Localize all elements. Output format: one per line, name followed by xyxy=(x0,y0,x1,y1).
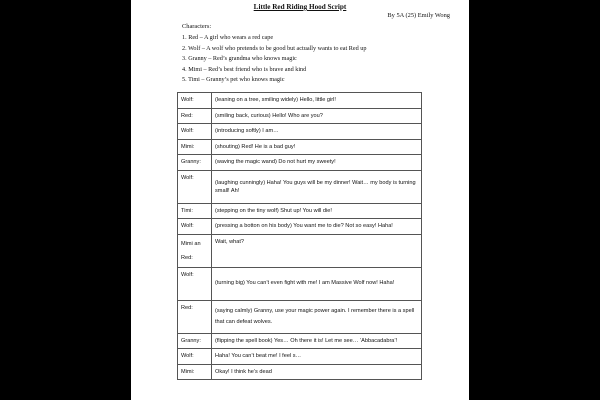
character-item: 5. Timi – Granny’s pet who knows magic xyxy=(182,76,285,83)
character-item: 3. Granny – Red’s grandma who knows magic xyxy=(182,55,297,62)
characters-list xyxy=(182,33,366,86)
speaker-cell: Wolf: xyxy=(178,349,212,365)
speaker-cell: Wolf: xyxy=(178,267,212,300)
speaker-cell: Wolf: xyxy=(178,219,212,235)
speaker-cell: Timi: xyxy=(178,203,212,219)
line-cell: Okay! I think he’s dead xyxy=(212,364,422,380)
line-cell: (introducing softly) I am… xyxy=(212,124,422,140)
character-item: 4. Mimi – Red’s best friend who is brave and kind xyxy=(182,65,307,73)
speaker-cell: Red: xyxy=(178,108,212,124)
script-row xyxy=(178,170,422,203)
line-cell: (stepping on the tiny wolf) Shut up! You will die! xyxy=(212,203,422,219)
speaker-cell: Mimi: xyxy=(178,364,212,380)
script-row xyxy=(178,155,422,171)
characters-heading: Characters: xyxy=(182,23,212,30)
script-row xyxy=(178,139,422,155)
speaker-cell: Wolf: xyxy=(178,124,212,140)
script-row xyxy=(178,219,422,235)
script-row xyxy=(178,300,422,333)
line-cell: (flipping the spell book) Yes… Oh there it is! Let me see… ‘Abbacadabra’! xyxy=(212,333,422,349)
line-cell: (shouting) Red! He is a bad guy! xyxy=(212,139,422,155)
script-row xyxy=(178,267,422,300)
script-row xyxy=(178,108,422,124)
script-table xyxy=(177,92,422,380)
line-cell: (leaning on a tree, smiling widely) Hello, little girl! xyxy=(212,93,422,109)
speaker-cell: Mimi: xyxy=(178,139,212,155)
character-item: 1. Red – A girl who wears a red cape xyxy=(182,34,274,41)
speaker-cell: Red: xyxy=(178,300,212,333)
line-cell: (pressing a botton on his body) You want me to die? Not so easy! Haha! xyxy=(212,219,422,235)
character-item: 2. Wolf – A wolf who pretends to be good but actually wants to eat Red up xyxy=(182,44,367,52)
line-cell: Wait, what? xyxy=(212,234,422,267)
script-row xyxy=(178,234,422,267)
line-cell: (smiling back, curious) Hello! Who are you? xyxy=(212,108,422,124)
speaker-cell: Mimi an Red: xyxy=(178,234,212,267)
line-cell: Haha! You can’t beat me! I feel s… xyxy=(212,349,422,365)
document-page xyxy=(131,0,469,400)
line-cell: (laughing cunningly) Haha! You guys will be my dinner! Wait… my body is turning small! Ah! xyxy=(212,170,422,203)
script-row xyxy=(178,124,422,140)
line-cell: (turning big) You can’t even fight with me! I am Massive Wolf now! Haha! xyxy=(212,267,422,300)
author-byline: By 5A (25) Emily Wong xyxy=(387,12,450,19)
speaker-cell: Wolf: xyxy=(178,93,212,109)
script-row xyxy=(178,203,422,219)
script-row xyxy=(178,93,422,109)
speaker-cell: Granny: xyxy=(178,155,212,171)
line-cell: (waving the magic wand) Do not hurt my sweety! xyxy=(212,155,422,171)
speaker-cell: Granny: xyxy=(178,333,212,349)
line-cell: (saying calmly) Granny, use your magic power again. I remember there is a spell that can defeat wolves. xyxy=(212,300,422,333)
script-row xyxy=(178,349,422,365)
script-row xyxy=(178,333,422,349)
script-row xyxy=(178,364,422,380)
speaker-cell: Wolf: xyxy=(178,170,212,203)
document-title: Little Red Riding Hood Script xyxy=(253,3,347,11)
